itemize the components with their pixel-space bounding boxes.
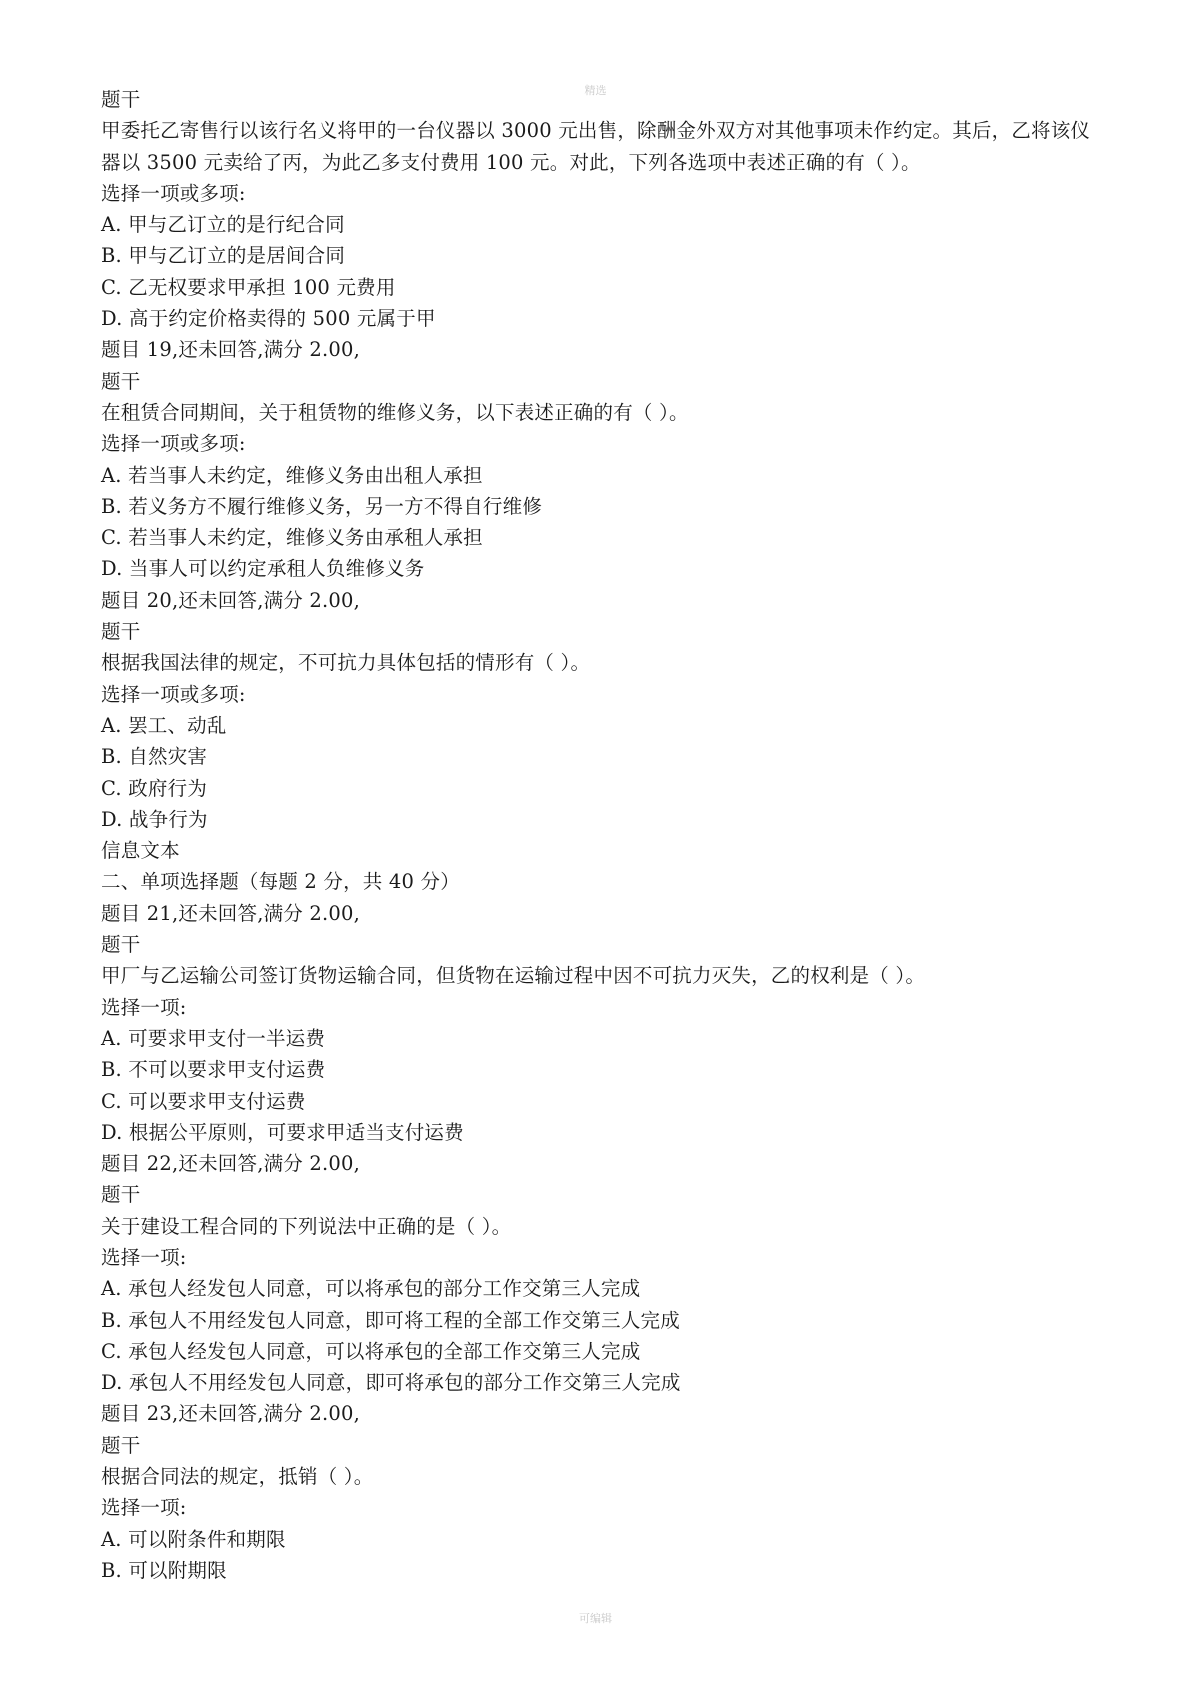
option-c: C. 政府行为 (101, 776, 208, 800)
question-text: 关于建设工程合同的下列说法中正确的是（ ）。 (101, 1214, 512, 1238)
option-c: C. 乙无权要求甲承担 100 元费用 (101, 275, 396, 299)
option-a: A. 可以附条件和期限 (101, 1527, 286, 1551)
question-stem-label: 题干 (101, 933, 141, 957)
question-stem-label: 题干 (101, 1433, 141, 1457)
question-text: 在租赁合同期间，关于租赁物的维修义务，以下表述正确的有（ ）。 (101, 400, 689, 424)
document-body (101, 84, 1101, 1586)
question-text: 根据合同法的规定，抵销（ ）。 (101, 1465, 374, 1489)
option-d: D. 当事人可以约定承租人负维修义务 (101, 557, 425, 581)
question-stem-label: 题干 (101, 88, 141, 111)
option-d: D. 根据公平原则，可要求甲适当支付运费 (101, 1120, 464, 1144)
option-d: D. 高于约定价格卖得的 500 元属于甲 (101, 307, 436, 331)
option-b: B. 不可以要求甲支付运费 (101, 1058, 326, 1082)
question-text: 甲委托乙寄售行以该行名义将甲的一台仪器以 3000 元出售，除酬金外双方对其他事项未作约定。其后，乙将该仪器以 3500 元卖给了丙，为此乙多支付费用 100 元。对此，下列各选项中表述正确的有（ ）。 (101, 119, 1091, 174)
option-a: A. 若当事人未约定，维修义务由出租人承担 (101, 463, 483, 487)
choice-instruction: 选择一项或多项: (101, 682, 246, 706)
option-b: B. 甲与乙订立的是居间合同 (101, 244, 346, 268)
question-text: 根据我国法律的规定，不可抗力具体包括的情形有（ ）。 (101, 651, 591, 675)
option-a: A. 甲与乙订立的是行纪合同 (101, 213, 345, 237)
question-header-21: 题目 21,还未回答,满分 2.00, (101, 901, 361, 925)
footer-watermark: 可编辑 (579, 1612, 612, 1625)
question-header-20: 题目 20,还未回答,满分 2.00, (101, 588, 361, 612)
option-b: B. 自然灾害 (101, 745, 208, 769)
choice-instruction: 选择一项: (101, 1245, 187, 1269)
option-c: C. 可以要求甲支付运费 (101, 1089, 306, 1113)
choice-instruction: 选择一项: (101, 1496, 187, 1520)
option-d: D. 战争行为 (101, 807, 208, 831)
question-stem-label: 题干 (101, 620, 141, 644)
option-a: A. 可要求甲支付一半运费 (101, 1026, 326, 1050)
option-b: B. 承包人不用经发包人同意，即可将工程的全部工作交第三人完成 (101, 1308, 680, 1332)
option-a: A. 罢工、动乱 (101, 713, 227, 737)
option-b: B. 可以附期限 (101, 1558, 227, 1582)
section-heading: 二、单项选择题（每题 2 分，共 40 分） (101, 870, 460, 894)
choice-instruction: 选择一项或多项: (101, 181, 246, 205)
option-a: A. 承包人经发包人同意，可以将承包的部分工作交第三人完成 (101, 1277, 641, 1301)
header-watermark: 精选 (584, 84, 607, 97)
question-header-23: 题目 23,还未回答,满分 2.00, (101, 1402, 361, 1426)
option-d: D. 承包人不用经发包人同意，即可将承包的部分工作交第三人完成 (101, 1371, 681, 1395)
option-b: B. 若义务方不履行维修义务，另一方不得自行维修 (101, 494, 543, 518)
question-header-22: 题目 22,还未回答,满分 2.00, (101, 1152, 361, 1176)
choice-instruction: 选择一项: (101, 995, 187, 1019)
choice-instruction: 选择一项或多项: (101, 432, 246, 456)
question-stem-label: 题干 (101, 1183, 141, 1207)
option-c: C. 若当事人未约定，维修义务由承租人承担 (101, 526, 483, 550)
question-text: 甲厂与乙运输公司签订货物运输合同，但货物在运输过程中因不可抗力灭失，乙的权利是（ ）。 (101, 964, 926, 988)
info-text-label: 信息文本 (101, 839, 180, 863)
question-header-19: 题目 19,还未回答,满分 2.00, (101, 338, 361, 362)
question-stem-label: 题干 (101, 369, 141, 393)
option-c: C. 承包人经发包人同意，可以将承包的全部工作交第三人完成 (101, 1339, 641, 1363)
